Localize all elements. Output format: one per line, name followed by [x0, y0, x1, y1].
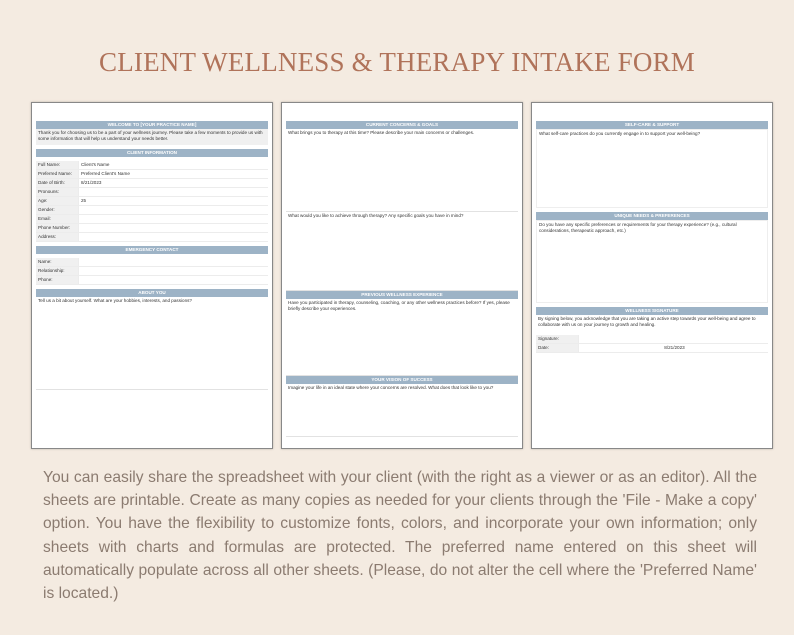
description-text: You can easily share the spreadsheet with your client (with the right as a viewer or as an editor). All the sheets are printable. Create as many copies as needed for your clients through the 'File - Make a copy' option. You have the flexibility to customize fonts, colors, and incorporate your own information; only sheets with charts and formulas are protected. The preferred name entered on this sheet will automatically populate across all other sheets. (Please, do not alter the cell where the 'Preferred Name' is located.): [43, 469, 757, 603]
form-row: [36, 197, 268, 206]
emergency-header: EMERGENCY CONTACT: [36, 246, 268, 254]
signature-row: [536, 335, 768, 344]
field-label: Phone:: [36, 276, 78, 284]
form-row: [36, 224, 268, 233]
about-question: Tell us a bit about yourself. What are your hobbies, interests, and passions?: [38, 298, 192, 303]
form-row: [36, 276, 268, 285]
form-row: [36, 267, 268, 276]
field-label: Pronouns:: [36, 188, 78, 196]
previous-experience-header: PREVIOUS WELLNESS EXPERIENCE: [286, 291, 518, 299]
field-value[interactable]: [78, 258, 268, 266]
signature-header: WELLNESS SIGNATURE: [536, 307, 768, 315]
form-row: [36, 233, 268, 242]
field-label: Phone Number:: [36, 224, 78, 232]
field-value[interactable]: 8/21/2023: [78, 179, 268, 187]
sheet-page-3: [531, 102, 773, 449]
concerns-question-2: What would you like to achieve through therapy? Any specific goals you have in mind?: [288, 213, 464, 218]
form-row: [36, 161, 268, 170]
unique-needs-question: Do you have any specific preferences or requirements for your therapy experience? (e.g., cultural considerations, therapeutic approach, etc.): [539, 222, 737, 233]
field-label: Name:: [36, 258, 78, 266]
welcome-text: Thank you for choosing us to be a part of your wellness journey. Please take a few moments to provide us with some information that will help us understand your needs better.: [36, 129, 268, 145]
field-value[interactable]: [78, 276, 268, 284]
field-label: Date of Birth:: [36, 179, 78, 187]
date-field[interactable]: 8/21/2023: [578, 344, 768, 352]
date-label: Date:: [536, 344, 578, 352]
field-label: Gender:: [36, 206, 78, 214]
form-row: [36, 206, 268, 215]
unique-needs-answer-box[interactable]: [536, 220, 768, 303]
client-fields: [36, 161, 268, 242]
selfcare-header: SELF-CARE & SUPPORT: [536, 121, 768, 129]
signature-text: By signing below, you acknowledge that you are taking an active step towards your well-being and agree to collaborate with us on your journey to growth and healing.: [538, 316, 756, 327]
sheet-page-2: [281, 102, 523, 449]
vision-header: YOUR VISION OF SUCCESS: [286, 376, 518, 384]
field-label: Relationship:: [36, 267, 78, 275]
form-row: [36, 170, 268, 179]
vision-question: Imagine your life in an ideal state where your concerns are resolved. What does that look like to you?: [288, 385, 494, 390]
page-title: CLIENT WELLNESS & THERAPY INTAKE FORM: [99, 47, 695, 77]
form-row: [36, 188, 268, 197]
about-answer-box[interactable]: [36, 297, 268, 390]
field-value[interactable]: [78, 215, 268, 223]
field-value[interactable]: Client's Name: [78, 161, 268, 169]
form-row: [36, 215, 268, 224]
selfcare-question: What self-care practices do you currently engage in to support your well-being?: [539, 131, 701, 136]
date-row: [536, 344, 768, 353]
field-value[interactable]: Preferred Client's Name: [78, 170, 268, 178]
vision-answer-box[interactable]: [286, 384, 518, 437]
field-value[interactable]: [78, 267, 268, 275]
previous-question: Have you participated in therapy, counseling, coaching, or any other wellness practices before? If yes, please briefly describe your experiences.: [288, 300, 510, 311]
signature-label: Signature:: [536, 335, 578, 343]
form-row: [36, 179, 268, 188]
field-label: Age:: [36, 197, 78, 205]
field-label: Preferred Name:: [36, 170, 78, 178]
field-value[interactable]: [78, 188, 268, 196]
about-header: ABOUT YOU: [36, 289, 268, 297]
field-value[interactable]: [78, 224, 268, 232]
form-row: [36, 258, 268, 267]
field-value[interactable]: [78, 233, 268, 241]
unique-needs-header: UNIQUE NEEDS & PREFERENCES: [536, 212, 768, 220]
field-label: Address:: [36, 233, 78, 241]
sheet-page-1: [31, 102, 273, 449]
emergency-fields: [36, 258, 268, 285]
welcome-header: WELCOME TO [YOUR PRACTICE NAME]: [36, 121, 268, 129]
field-label: Full Name:: [36, 161, 78, 169]
field-value[interactable]: [78, 206, 268, 214]
signature-field[interactable]: [578, 335, 768, 343]
concerns-header: CURRENT CONCERNS & GOALS: [286, 121, 518, 129]
field-value[interactable]: 25: [78, 197, 268, 205]
field-label: Email:: [36, 215, 78, 223]
previous-answer-box[interactable]: [286, 299, 518, 376]
concerns-question-1: What brings you to therapy at this time? Please describe your main concerns or challenges.: [288, 130, 475, 135]
concerns-answer-box-2[interactable]: [286, 212, 518, 291]
selfcare-answer-box[interactable]: [536, 129, 768, 208]
client-info-header: CLIENT INFORMATION: [36, 149, 268, 157]
concerns-answer-box-1[interactable]: [286, 129, 518, 212]
